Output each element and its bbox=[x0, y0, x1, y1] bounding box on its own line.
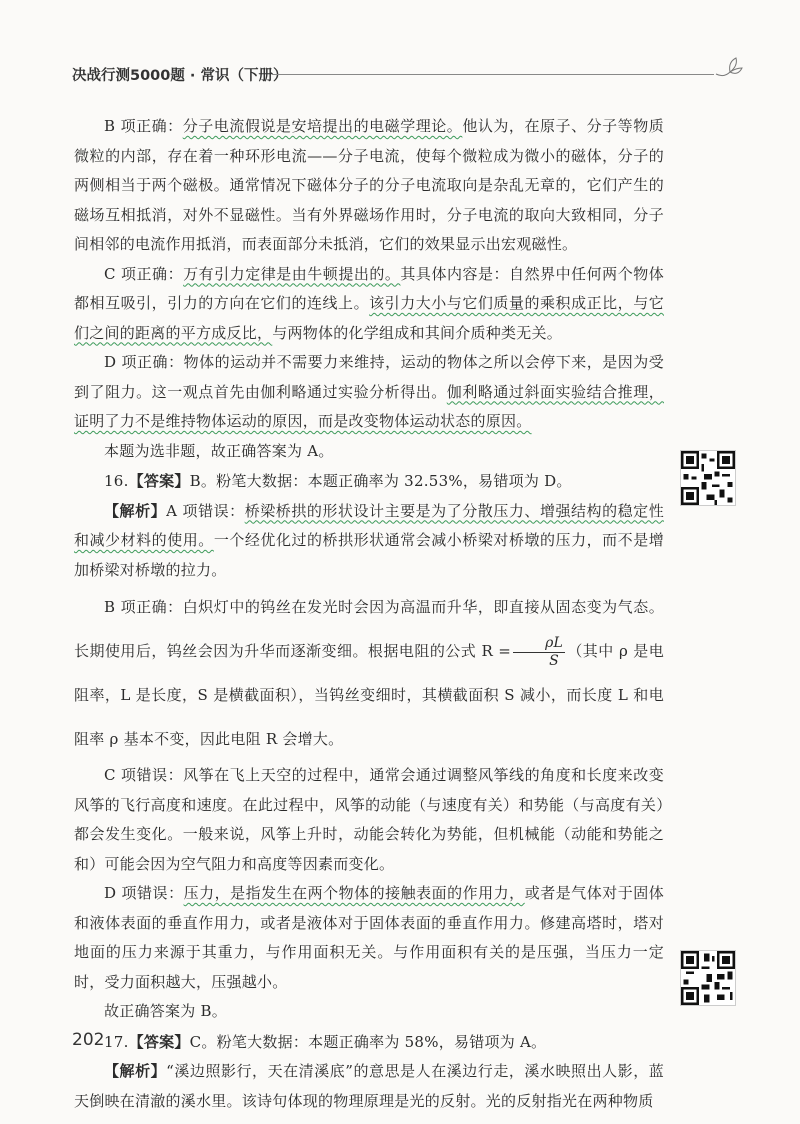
qr-code-icon bbox=[681, 451, 735, 505]
option-label: A 项错误： bbox=[166, 501, 245, 520]
paragraph-text: 其具体内容是：自然界中任何两个物体都相互吸引，引力的方向在它们的连线上。 bbox=[74, 264, 664, 312]
analysis-tag: 【解析】 bbox=[104, 1062, 167, 1080]
running-header bbox=[72, 62, 744, 88]
header-title: 决战行测5000题 · 常识（下册） bbox=[72, 68, 288, 84]
sprout-icon bbox=[714, 54, 744, 80]
formula-denominator: S bbox=[549, 652, 560, 669]
option-label: D 项错误： bbox=[104, 884, 184, 902]
option-d-q15 bbox=[74, 348, 664, 437]
option-label: B 项正确： bbox=[104, 117, 183, 135]
resistance-formula bbox=[513, 635, 565, 670]
option-b-q15 bbox=[74, 112, 664, 260]
option-c-q16: C 项错误：风筝在飞上天空的过程中，通常会通过调整风筝线的角度和长度来改变风筝的飞行高度和速度。在此过程中，风筝的动能（与速度有关）和势能（与高度有关）都会发生变化。一般来说，风筝上升时，动能会转化为势能，但机械能（动能和势能之和）可能会因为空气阻力和高度等因素而变化。 bbox=[74, 766, 664, 873]
paragraph-text: （其中 ρ 是电阻率，L 是长度，S 是横截面积），当钨丝变细时，其横截面积 S 减小，而长度 L 和电阻率 ρ 基本不变，因此电阻 R 会增大。 bbox=[74, 642, 665, 748]
paragraph-text: 或者是气体对于固体和液体表面的垂直作用力，或者是液体对于固体表面的垂直作用力。修建高塔时，塔对地面的压力来源于其重力，与作用面积无关。与作用面积有关的是压强，当压力一定时，受力面积越大，压强越小。 bbox=[74, 884, 664, 991]
question-number: 17. bbox=[104, 1032, 129, 1051]
key-point-underline: 分子电流假说是安培提出的电磁学理论。 bbox=[182, 117, 463, 135]
answer-stats: B。粉笔大数据：本题正确率为 32.53%，易错项为 D。 bbox=[189, 472, 572, 490]
question-17-answer bbox=[74, 1028, 664, 1058]
question-number: 16. bbox=[104, 472, 129, 490]
paragraph-text: D 项正确：物体的运动并不需要力来维持，运动的物体之所以会停下来，是因为受到了阻力。这一观点首先由伽利略通过实验分析得出。 bbox=[74, 353, 664, 401]
option-label: C 项正确： bbox=[104, 264, 184, 283]
paragraph-text: 长期使用后，钨丝会因为升华而逐渐变细。根据电阻的公式 R = bbox=[74, 642, 512, 660]
header-rule bbox=[272, 74, 714, 75]
key-point-underline: 压力，是指发生在两个物体的接触表面的作用力， bbox=[183, 884, 525, 902]
key-point-underline: 万有引力定律是由牛顿提出的。 bbox=[183, 264, 401, 283]
answer-explanations bbox=[74, 112, 664, 1116]
option-c-q15 bbox=[74, 260, 664, 349]
paragraph-text: 与两物体的化学组成和其间介质种类无关。 bbox=[272, 323, 563, 342]
analysis-q17 bbox=[74, 1057, 664, 1116]
key-point-underline: 伽利略通过斜面实验结合推理，证明了力不是维持物体运动的原因，而是改变物体运动状态的原因。 bbox=[74, 382, 664, 430]
key-point-underline: 桥梁桥拱的形状设计主要是为了分散压力、增强结构的稳定性和减少材料的使用。 bbox=[74, 501, 664, 549]
answer-stats: C。粉笔大数据：本题正确率为 58%，易错项为 A。 bbox=[189, 1032, 547, 1051]
qr-code-icon bbox=[681, 951, 735, 1005]
analysis-tag: 【解析】 bbox=[104, 501, 167, 520]
page-number: 202 bbox=[72, 1030, 105, 1050]
formula-numerator: ρL bbox=[513, 635, 565, 653]
paragraph-text: “溪边照影行，天在清溪底”的意思是人在溪边行走，溪水映照出人影，蓝天倒映在清澈的溪水里。该诗句体现的物理原理是光的反射。光的反射指光在两种物质 bbox=[74, 1062, 664, 1110]
paragraph-text: 他认为，在原子、分子等物质微粒的内部，存在着一种环形电流——分子电流，使每个微粒成为微小的磁体，分子的两侧相当于两个磁极。通常情况下磁体分子的分子电流取向是杂乱无章的，它们产生的磁场互相抵消，对外不显磁性。当有外界磁场作用时，分子电流的取向大致相同，分子间相邻的电流作用抵消，而表面部分未抵消，它们的效果显示出宏观磁性。 bbox=[74, 117, 664, 253]
option-d-q16 bbox=[74, 879, 664, 997]
paragraph-text: B 项正确：白炽灯中的钨丝在发光时会因为高温而升华，即直接从固态变为气态。 bbox=[104, 598, 664, 616]
option-a-q16 bbox=[74, 497, 664, 586]
answer-tag: 【答案】 bbox=[128, 1032, 190, 1051]
paragraph-text: 一个经优化过的桥拱形状通常会减小桥梁对桥墩的压力，而不是增加桥梁对桥墩的拉力。 bbox=[74, 531, 664, 579]
option-b-q16 bbox=[74, 585, 664, 761]
answer-q16: 故正确答案为 B。 bbox=[104, 1002, 228, 1020]
qr-code-icon[interactable] bbox=[680, 950, 736, 1006]
question-16-answer bbox=[74, 467, 664, 497]
answer-tag: 【答案】 bbox=[128, 472, 190, 490]
qr-code-icon[interactable] bbox=[680, 450, 736, 506]
answer-q15: 本题为选非题，故正确答案为 A。 bbox=[104, 441, 334, 460]
key-point-underline: 该引力大小与它们质量的乘积成正比，与它们之间的距离的平方成反比， bbox=[74, 294, 664, 342]
